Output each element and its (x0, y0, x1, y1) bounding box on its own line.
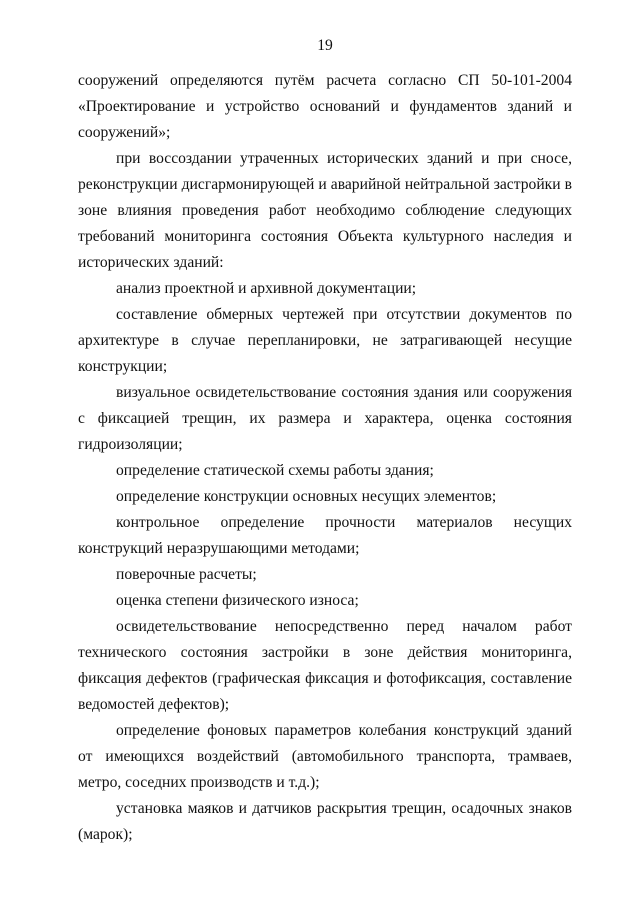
paragraph-4: составление обмерных чертежей при отсутствии документов по архитектуре в случае перепланировки, не затрагивающей несущие конструкции; (78, 306, 572, 375)
paragraph-6: определение статической схемы работы здания; (116, 462, 434, 479)
page-number: 19 (317, 37, 333, 54)
paragraph-11: освидетельствование непосредственно перед началом работ технического состояния застройки в зоне действия мониторинга, фиксация дефектов (графическая фиксация и фотофиксация, составление ведомостей дефектов); (78, 618, 572, 713)
paragraph-5: визуальное освидетельствование состояния здания или сооружения с фиксацией трещин, их размера и характера, оценка состояния гидроизоляции; (78, 384, 572, 453)
paragraph-8: контрольное определение прочности материалов несущих конструкций неразрушающими методами; (78, 514, 572, 557)
paragraph-12: определение фоновых параметров колебания конструкций зданий от имеющихся воздействий (автомобильного транспорта, трамваев, метро, соседних производств и т.д.); (78, 722, 572, 791)
paragraph-13: установка маяков и датчиков раскрытия трещин, осадочных знаков (марок); (78, 800, 572, 843)
paragraph-1: сооружений определяются путём расчета согласно СП 50-101-2004 «Проектирование и устройство оснований и фундаментов зданий и сооружений»; (78, 72, 572, 141)
paragraph-10: оценка степени физического износа; (116, 592, 359, 609)
document-body (78, 68, 572, 848)
paragraph-3: анализ проектной и архивной документации; (116, 280, 417, 297)
paragraph-9: поверочные расчеты; (116, 566, 257, 583)
paragraph-2: при воссоздании утраченных исторических зданий и при сносе, реконструкции дисгармонирующей и аварийной нейтральной застройки в зоне влияния проведения работ необходимо соблюдение следующих требований мониторинга состояния Объекта культурного наследия и исторических зданий: (78, 150, 572, 271)
paragraph-7: определение конструкции основных несущих элементов; (116, 488, 497, 505)
